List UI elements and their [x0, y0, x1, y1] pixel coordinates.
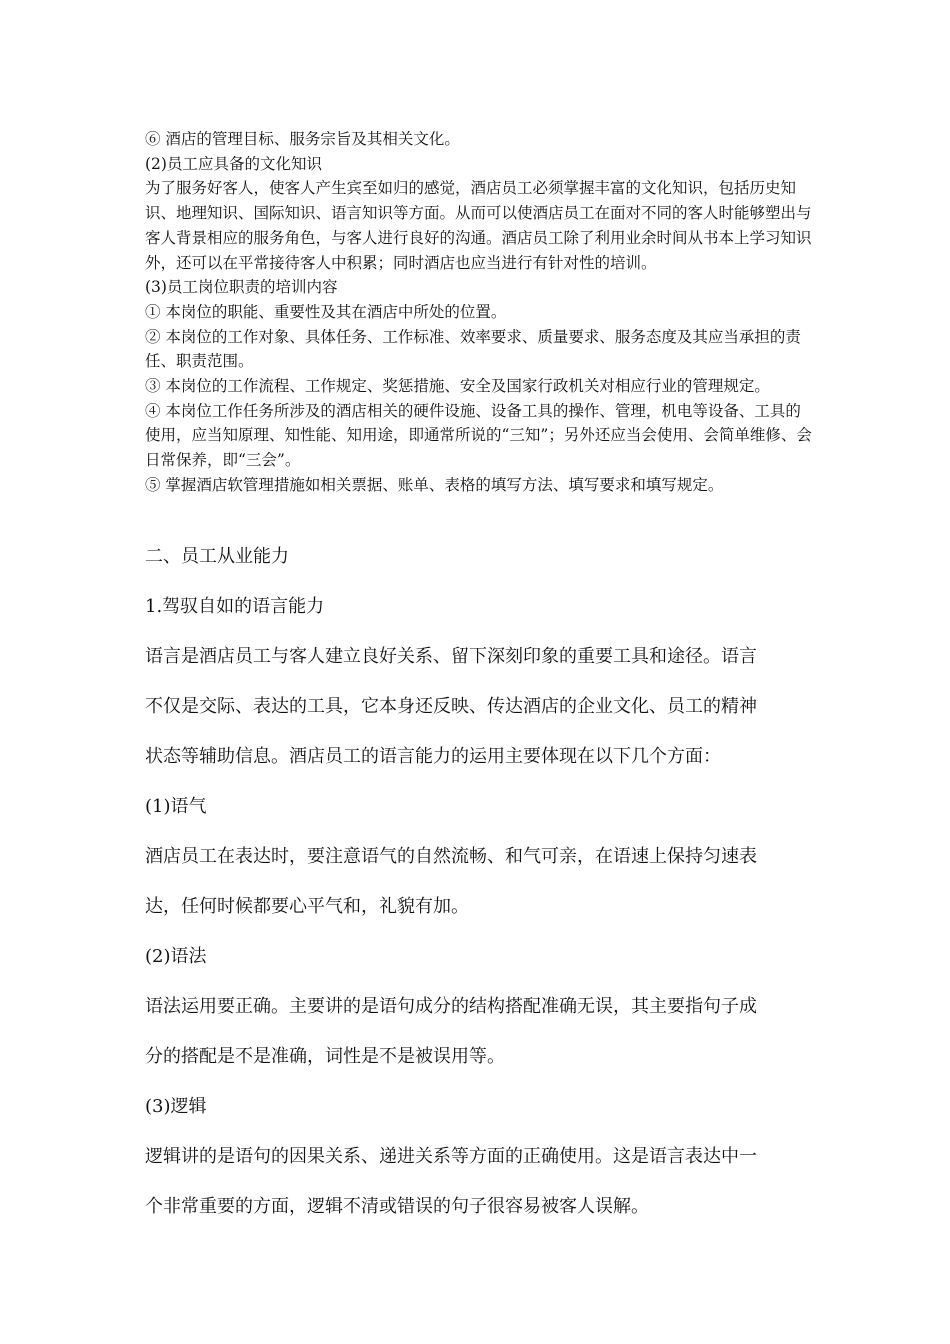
- tone-line: 酒店员工在表达时，要注意语气的自然流畅、和气可亲，在语速上保持匀速表: [145, 846, 757, 867]
- list-item-3: ③ 本岗位的工作流程、工作规定、奖惩措施、安全及国家行政机关对相应行业的管理规定。: [145, 377, 770, 396]
- subsection-heading: 1.驾驭自如的语言能力: [145, 596, 325, 617]
- paragraph-cultural-knowledge: 为了服务好客人，使客人产生宾至如归的感觉，酒店员工必须掌握丰富的文化知识，包括历史知识、地理知识、国际知识、语言知识等方面。从而可以使酒店员工在面对不同的客人时能够塑出与客人背景相应的服务角色，与客人进行良好的沟通。酒店员工除了利用业余时间从书本上学习知识外，还可以在平常接待客人中积累；同时酒店也应当进行有针对性的培训。: [145, 179, 812, 272]
- section-heading: 二、员工从业能力: [145, 546, 289, 567]
- grammar-heading: (2)语法: [145, 946, 207, 967]
- intro-line: 语言是酒店员工与客人建立良好关系、留下深刻印象的重要工具和途径。语言: [145, 646, 757, 667]
- intro-line: 不仅是交际、表达的工具，它本身还反映、传达酒店的企业文化、员工的精神: [145, 696, 757, 717]
- subheading-job-duties-training: (3)员工岗位职责的培训内容: [145, 278, 338, 297]
- list-item-2: ② 本岗位的工作对象、具体任务、工作标准、效率要求、质量要求、服务态度及其应当承担的责任、职责范围。: [145, 327, 801, 371]
- grammar-line: 分的搭配是不是准确，词性是不是被误用等。: [145, 1046, 505, 1067]
- tone-heading: (1)语气: [145, 796, 207, 817]
- tone-line: 达，任何时候都要心平气和，礼貌有加。: [145, 896, 469, 917]
- logic-heading: (3)逻辑: [145, 1096, 207, 1117]
- main-section: [145, 532, 815, 1232]
- top-section: [145, 127, 815, 498]
- list-item-5: ⑤ 掌握酒店软管理措施如相关票据、账单、表格的填写方法、填写要求和填写规定。: [145, 475, 724, 494]
- logic-line: 逻辑讲的是语句的因果关系、递进关系等方面的正确使用。这是语言表达中一: [145, 1146, 757, 1167]
- list-item-6: ⑥ 酒店的管理目标、服务宗旨及其相关文化。: [145, 130, 460, 148]
- logic-line: 个非常重要的方面，逻辑不清或错误的句子很容易被客人误解。: [145, 1196, 649, 1217]
- intro-line: 状态等辅助信息。酒店员工的语言能力的运用主要体现在以下几个方面：: [145, 746, 721, 767]
- list-item-1: ① 本岗位的职能、重要性及其在酒店中所处的位置。: [145, 302, 507, 321]
- grammar-line: 语法运用要正确。主要讲的是语句成分的结构搭配准确无误，其主要指句子成: [145, 996, 757, 1017]
- subheading-cultural-knowledge: (2)员工应具备的文化知识: [145, 154, 322, 173]
- list-item-4: ④ 本岗位工作任务所涉及的酒店相关的硬件设施、设备工具的操作、管理，机电等设备、工具的使用，应当知原理、知性能、知用途，即通常所说的“三知”；另外还应当会使用、会简单维修、会日常保养，即“三会”。: [145, 401, 812, 470]
